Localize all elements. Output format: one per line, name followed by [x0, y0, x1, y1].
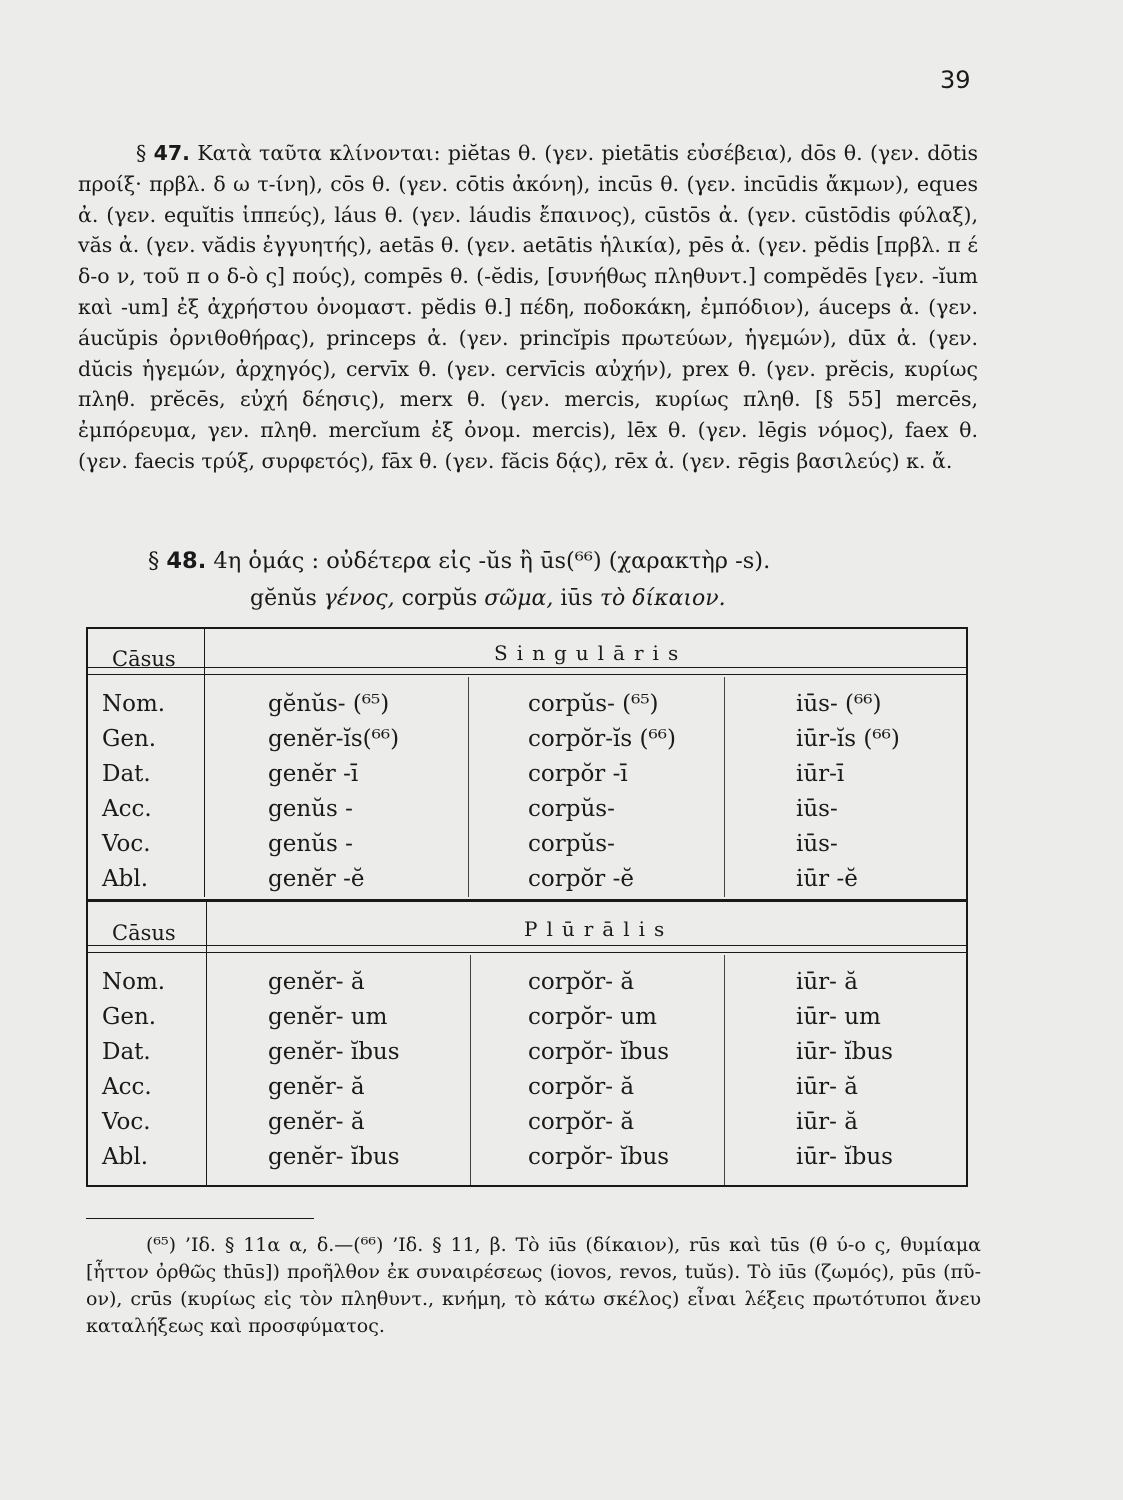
declension-form: iūr- ă: [796, 1074, 858, 1100]
section-48-symbol: §: [148, 548, 160, 574]
case-label: Voc.: [102, 1109, 151, 1135]
declension-form: corpŭs- (⁶⁵): [528, 691, 659, 717]
table-rule: [88, 952, 966, 953]
table-rule: [470, 955, 471, 1185]
table-rule: [206, 901, 207, 1186]
declension-form: corpŏr- um: [528, 1004, 657, 1030]
declension-form: iūr-ĭs (⁶⁶): [796, 726, 900, 752]
declension-form: iūr-ī: [796, 761, 845, 787]
declension-form: corpŏr-ĭs (⁶⁶): [528, 726, 676, 752]
page-number: 39: [940, 66, 971, 94]
case-label: Gen.: [102, 1004, 157, 1030]
declension-form: iūs- (⁶⁶): [796, 691, 882, 717]
section-47-symbol: §: [136, 141, 147, 165]
declension-form: iūr- ă: [796, 969, 858, 995]
declension-form: iūr -ĕ: [796, 866, 858, 892]
declension-table: [86, 627, 968, 1187]
declension-form: iūr- um: [796, 1004, 881, 1030]
declension-form: corpŏr- ă: [528, 1074, 635, 1100]
declension-form: corpŏr -ī: [528, 761, 628, 787]
declension-form: genĕr- ă: [268, 1074, 365, 1100]
table-rule: [468, 677, 469, 897]
table-rule: [88, 674, 966, 675]
declension-form: genŭs -: [268, 796, 353, 822]
case-label: Gen.: [102, 726, 157, 752]
example-latin: iūs: [560, 586, 593, 611]
declension-form: genĕr -ĕ: [268, 866, 365, 892]
declension-form: genĕr- ă: [268, 1109, 365, 1135]
footnotes: [86, 1232, 981, 1340]
declension-form: corpŭs-: [528, 831, 615, 857]
section-48-examples: [250, 584, 726, 614]
case-label: Acc.: [102, 1074, 152, 1100]
case-label: Nom.: [102, 691, 166, 717]
table-rule: [88, 899, 966, 902]
table-rule: [88, 945, 966, 946]
declension-form: genĕr -ī: [268, 761, 359, 787]
case-label: Abl.: [102, 1144, 148, 1170]
declension-form: genĕr- ĭbus: [268, 1039, 400, 1065]
declension-form: genĕr-ĭs(⁶⁶): [268, 726, 400, 752]
singularis-header: Singulāris: [494, 641, 688, 665]
case-label: Dat.: [102, 761, 151, 787]
pluralis-header: Plūrālis: [524, 917, 674, 941]
declension-form: corpŏr -ĕ: [528, 866, 634, 892]
section-48-heading: [148, 546, 770, 576]
declension-form: genĕr- ĭbus: [268, 1144, 400, 1170]
declension-form: iūr- ă: [796, 1109, 858, 1135]
declension-form: iūs-: [796, 831, 838, 857]
example-greek: σῶμα,: [484, 586, 554, 611]
declension-form: corpŭs-: [528, 796, 615, 822]
footnote-text: (⁶⁵) ’Ιδ. § 11α α, δ.—(⁶⁶) ’Ιδ. § 11, β. Τὸ iūs (δίκαιον), rūs καὶ tūs (θ ύ-ο ς, θυμίαμα [ἧττον ὀρθῶς thūs]) προῆλθον ἐκ συναιρέσεως (iovos, revos, tuŭs). Τὸ iūs (ζωμός), pūs (πῦ-ον), crūs (κυρίως εἰς τὸν πληθυντ., κνήμη, τὸ κάτω σκέλος) εἶναι λέξεις πρωτότυποι ἄνευ καταλήξεως καὶ προσφύματος.: [86, 1234, 981, 1337]
example-greek: γένος,: [323, 586, 395, 611]
declension-form: genĕr- ă: [268, 969, 365, 995]
declension-form: iūr- ĭbus: [796, 1144, 893, 1170]
case-label: Dat.: [102, 1039, 151, 1065]
case-label: Acc.: [102, 796, 152, 822]
example-latin: gĕnŭs: [250, 586, 317, 611]
declension-form: genĕr- um: [268, 1004, 388, 1030]
declension-form: iūr- ĭbus: [796, 1039, 893, 1065]
case-label: Abl.: [102, 866, 148, 892]
section-47-paragraph: [78, 138, 978, 477]
section-48-number: 48.: [166, 548, 207, 574]
case-label: Nom.: [102, 969, 166, 995]
footnote-rule: [86, 1218, 314, 1219]
declension-form: iūs-: [796, 796, 838, 822]
table-rule: [88, 667, 966, 668]
table-rule: [724, 677, 725, 897]
table-rule: [204, 629, 205, 897]
table-rule: [724, 955, 725, 1185]
declension-form: gĕnŭs- (⁶⁵): [268, 691, 390, 717]
example-latin: corpŭs: [401, 586, 478, 611]
casus-header: Cāsus: [112, 647, 176, 671]
section-47-text: Κατὰ ταῦτα κλίνονται: piĕtas θ. (γεν. pietātis εὐσέβεια), dōs θ. (γεν. dōtis προίξ· πρβλ. δ ω τ-ίνη), cōs θ. (γεν. cōtis ἀκόνη), incūs θ. (γεν. incūdis ἄκμων), eques ἀ. (γεν. equĭtis ἱππεύς), láus θ. (γεν. láudis ἔπαινος), cūstōs ἀ. (γεν. cūstōdis φύλαξ), văs ἀ. (γεν. vădis ἐγγυητής), aetās θ. (γεν. aetātis ἡλικία), pēs ἀ. (γεν. pĕdis [πρβλ. π έ δ-ο ν, τοῦ π ο δ-ὸ ς] πούς), compēs θ. (-ĕdis, [συνήθως πληθυντ.] compĕdēs [γεν. -ĭum καὶ -um] ἐξ ἀχρήστου ὀνομαστ. pĕdis θ.] πέδη, ποδοκάκη, ἐμπόδιον), áuceps ἀ. (γεν. áucŭpis ὀρνιθοθήρας), princeps ἀ. (γεν. princĭpis πρωτεύων, ἡγεμών), dūx ἀ. (γεν. dŭcis ἡγεμών, ἀρχηγός), cervīx θ. (γεν. cervīcis αὐχήν), prex θ. (γεν. prĕcis, κυρίως πληθ. prĕcēs, εὐχή δέησις), merx θ. (γεν. mercis, κυρίως πληθ. [§ 55] mercēs, ἐμπόρευμα, γεν. πληθ. mercĭum ἐξ ὀνομ. mercis), lēx θ. (γεν. lēgis νόμος), faex θ. (γεν. faecis τρύξ, συρφετός), fāx θ. (γεν. făcis δᾴς), rēx ἀ. (γεν. rēgis βασιλεύς) κ. ἄ.: [78, 141, 978, 473]
declension-form: genŭs -: [268, 831, 353, 857]
declension-form: corpŏr- ĭbus: [528, 1144, 670, 1170]
section-48-title: 4η ὁμάς : οὐδέτερα εἰς -ŭs ἢ ūs(⁶⁶) (χαρακτὴρ -s).: [213, 548, 771, 574]
casus-header: Cāsus: [112, 921, 176, 945]
declension-form: corpŏr- ă: [528, 969, 635, 995]
section-47-number: 47.: [153, 141, 190, 165]
example-greek: τὸ δίκαιον.: [599, 586, 726, 611]
case-label: Voc.: [102, 831, 151, 857]
declension-form: corpŏr- ă: [528, 1109, 635, 1135]
declension-form: corpŏr- ĭbus: [528, 1039, 670, 1065]
